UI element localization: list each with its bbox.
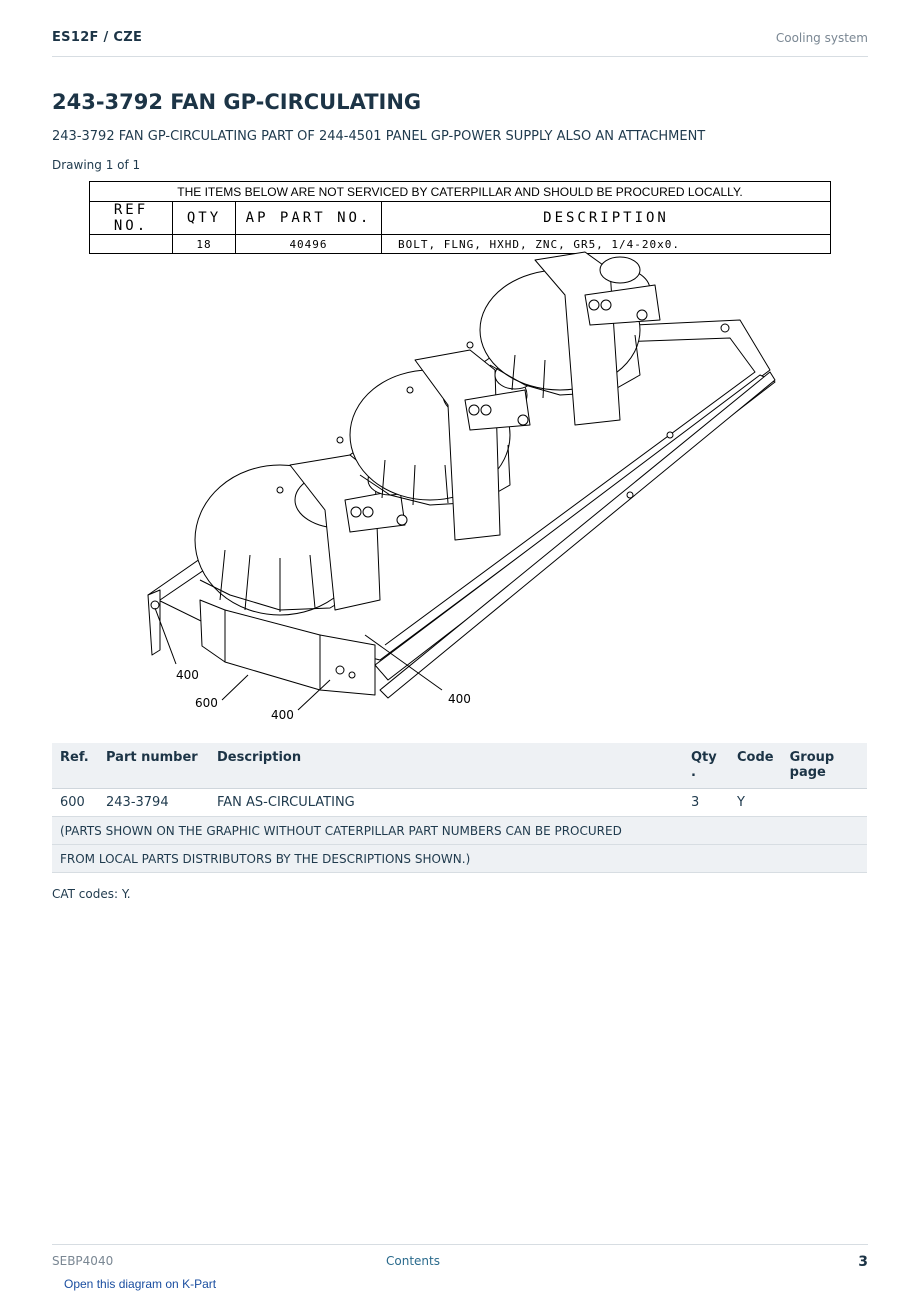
col-ap-part-no: AP PART NO. — [236, 202, 382, 235]
local-parts-note-row — [90, 182, 831, 202]
drawing-label: Drawing 1 of 1 — [52, 158, 141, 172]
cell-qty: 18 — [173, 235, 236, 254]
table-row — [52, 789, 867, 817]
note-row — [52, 817, 867, 845]
col-description: DESCRIPTION — [382, 202, 831, 235]
parts-header-row — [52, 743, 867, 789]
note-row — [52, 845, 867, 873]
row-qty: 3 — [683, 789, 729, 817]
col-group-page: Group page — [782, 743, 867, 789]
page-title: 243-3792 FAN GP-CIRCULATING — [52, 90, 422, 114]
row-code: Y — [729, 789, 782, 817]
col-code: Code — [729, 743, 782, 789]
col-part-number: Part number — [98, 743, 209, 789]
contents-link[interactable]: Contents — [386, 1254, 440, 1268]
page-subtitle: 243-3792 FAN GP-CIRCULATING PART OF 244-4501 PANEL GP-POWER SUPPLY ALSO AN ATTACHMENT — [52, 129, 706, 144]
col-qty-header: Qty . — [683, 743, 729, 789]
fan-assembly-drawing[interactable] — [130, 250, 790, 725]
col-ref: Ref. — [52, 743, 98, 789]
col-qty: QTY — [173, 202, 236, 235]
callout-600: 600 — [195, 696, 218, 710]
row-description: FAN AS-CIRCULATING — [209, 789, 683, 817]
col-description-header: Description — [209, 743, 683, 789]
model-label: ES12F / CZE — [52, 30, 143, 45]
cell-ap-part: 40496 — [236, 235, 382, 254]
section-label: Cooling system — [775, 31, 868, 45]
kpart-link[interactable]: Open this diagram on K-Part — [64, 1277, 217, 1291]
local-parts-note: THE ITEMS BELOW ARE NOT SERVICED BY CATERPILLAR AND SHOULD BE PROCURED LOCALLY. — [90, 182, 831, 202]
col-ref-no: REF NO. — [90, 202, 173, 235]
page-header — [52, 28, 868, 57]
note-line-2: FROM LOCAL PARTS DISTRIBUTORS BY THE DESCRIPTIONS SHOWN.) — [52, 845, 867, 873]
document-number: SEBP4040 — [52, 1254, 114, 1268]
page-footer — [52, 1244, 868, 1275]
callout-400-bottom: 400 — [271, 708, 294, 722]
cell-description: BOLT, FLNG, HXHD, ZNC, GR5, 1/4-20x0. — [382, 235, 831, 254]
callout-400-left: 400 — [176, 668, 199, 682]
left-flange — [148, 590, 160, 655]
row-group-page — [782, 789, 867, 817]
row-ref: 600 — [52, 789, 98, 817]
parts-table — [52, 743, 867, 873]
row-part-number[interactable]: 243-3794 — [98, 789, 209, 817]
cat-codes: CAT codes: Y. — [52, 887, 131, 901]
page-number: 3 — [858, 1254, 868, 1270]
callout-400-right: 400 — [448, 692, 471, 706]
local-parts-table — [89, 181, 831, 254]
local-parts-header-row — [90, 202, 831, 235]
note-line-1: (PARTS SHOWN ON THE GRAPHIC WITHOUT CATERPILLAR PART NUMBERS CAN BE PROCURED — [52, 817, 867, 845]
